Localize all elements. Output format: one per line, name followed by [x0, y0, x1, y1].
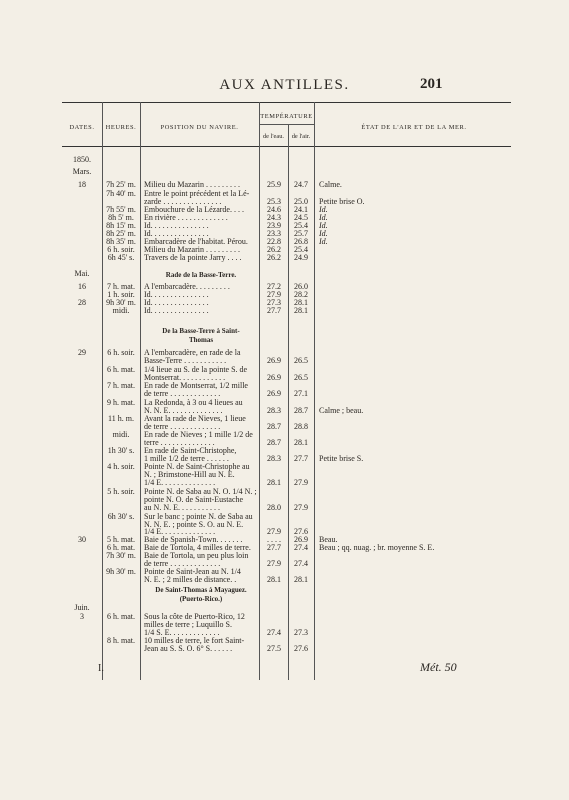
date-cell: Mars.: [72, 167, 92, 176]
air-temp-cell: 27.6: [294, 527, 308, 536]
water-temp-cell: 27.3: [267, 298, 281, 307]
table-row: [0, 331, 569, 339]
table-row: [0, 576, 569, 584]
water-temp-cell: 27.7: [267, 543, 281, 552]
table-row: [0, 230, 569, 238]
table-row: [0, 238, 569, 246]
position-cell: Embouchure de la Lézarde. . . .: [144, 205, 244, 214]
water-temp-cell: 22.8: [267, 237, 281, 246]
position-cell: A l'embarcadère, en rade de la: [144, 348, 241, 357]
table-row: [0, 504, 569, 512]
time-cell: 5 h. soir.: [107, 487, 135, 496]
position-cell: Travers de la pointe Jarry . . . .: [144, 253, 242, 262]
conditions-cell: Id.: [319, 237, 328, 246]
air-temp-cell: 25.7: [294, 229, 308, 238]
signature-mark: I.: [98, 663, 104, 674]
conditions-cell: Calme ; beau.: [319, 406, 364, 415]
water-temp-cell: 26.9: [267, 373, 281, 382]
conditions-cell: Beau ; qq. nuag. ; br. moyenne S. E.: [319, 543, 435, 552]
air-temp-cell: 28.7: [294, 406, 308, 415]
table-row: [0, 198, 569, 206]
table-row: [0, 463, 569, 471]
time-cell: 8h 15' m.: [106, 221, 136, 230]
water-temp-cell: 23.9: [267, 221, 281, 230]
time-cell: 9h 30' m.: [106, 298, 136, 307]
air-temp-cell: 28.1: [294, 575, 308, 584]
position-cell: terre . . . . . . . . . . . . . .: [144, 438, 215, 447]
position-cell: Sous la côte de Puerto-Rico, 12: [144, 612, 245, 621]
col-header-heures: HEURES.: [105, 124, 137, 131]
table-row: [0, 513, 569, 521]
conditions-cell: Calme.: [319, 180, 342, 189]
air-temp-cell: 24.5: [294, 213, 308, 222]
conditions-cell: Beau.: [319, 535, 338, 544]
water-temp-cell: 27.9: [267, 527, 281, 536]
water-temp-cell: 28.1: [267, 478, 281, 487]
water-temp-cell: 26.9: [267, 356, 281, 365]
position-cell: de terre . . . . . . . . . . . . .: [144, 422, 221, 431]
position-cell: 1/4 E. . . . . . . . . . . . . .: [144, 527, 216, 536]
water-temp-cell: 28.3: [267, 406, 281, 415]
table-row: [0, 246, 569, 254]
position-cell: pointe N. O. de Saint-Eustache: [144, 495, 244, 504]
water-temp-cell: 24.6: [267, 205, 281, 214]
position-cell: La Redonda, à 3 ou 4 lieues au: [144, 398, 243, 407]
date-cell: Juin.: [74, 603, 90, 612]
conditions-cell: Id.: [319, 221, 328, 230]
position-cell: Entre le point précédent et la Lé-: [144, 189, 250, 198]
table-row: [0, 399, 569, 407]
date-cell: 18: [78, 180, 86, 189]
position-cell: Id. . . . . . . . . . . . . . .: [144, 229, 209, 238]
air-temp-cell: 24.9: [294, 253, 308, 262]
air-temp-cell: 27.7: [294, 454, 308, 463]
time-cell: 6 h. soir.: [107, 245, 135, 254]
position-cell: Pointe N. de Saba au N. O. 1/4 N. ;: [144, 487, 257, 496]
table-row: [0, 552, 569, 560]
air-temp-cell: 25.4: [294, 221, 308, 230]
air-temp-cell: 25.0: [294, 197, 308, 206]
table-row: [0, 415, 569, 423]
air-temp-cell: 28.8: [294, 422, 308, 431]
section-heading: (Puerto-Rico.): [179, 595, 223, 603]
date-cell: 1850.: [73, 155, 91, 164]
position-cell: milles de terre ; Luquillo S.: [144, 620, 232, 629]
position-cell: Baie de Tortola, 4 milles de terre.: [144, 543, 251, 552]
water-temp-cell: 27.2: [267, 282, 281, 291]
time-cell: 7h 40' m.: [106, 189, 136, 198]
water-temp-cell: 27.5: [267, 644, 281, 653]
table-row: [0, 307, 569, 315]
position-cell: N. N. E. . . . . . . . . . . . . .: [144, 406, 223, 415]
time-cell: 7 h. mat.: [107, 381, 135, 390]
table-row: [0, 374, 569, 382]
air-temp-cell: 28.1: [294, 298, 308, 307]
air-temp-cell: 24.1: [294, 205, 308, 214]
date-cell: 16: [78, 282, 86, 291]
water-temp-cell: . . . .: [267, 535, 281, 544]
time-cell: midi.: [112, 430, 130, 439]
time-cell: 6 h. soir.: [107, 348, 135, 357]
position-cell: Milieu du Mazarin . . . . . . . . .: [144, 245, 240, 254]
time-cell: 4 h. soir.: [107, 462, 135, 471]
air-temp-cell: 24.7: [294, 180, 308, 189]
position-cell: N. E. ; 2 milles de distance. .: [144, 575, 237, 584]
position-cell: En rade de Nieves ; 1 mille 1/2 de: [144, 430, 253, 439]
table-row: [0, 637, 569, 645]
air-temp-cell: 27.1: [294, 389, 308, 398]
position-cell: zarde . . . . . . . . . . . . . . .: [144, 197, 222, 206]
water-temp-cell: 27.4: [267, 628, 281, 637]
air-temp-cell: 26.8: [294, 237, 308, 246]
time-cell: 11 h. m.: [108, 414, 134, 423]
table-row: [0, 382, 569, 390]
position-cell: 10 milles de terre, le fort Saint-: [144, 636, 245, 645]
table-row: [0, 423, 569, 431]
water-temp-cell: 25.9: [267, 180, 281, 189]
position-cell: Jean au S. S. O. 6° S. . . . . .: [144, 644, 233, 653]
section-heading: De la Basse-Terre à Saint-: [162, 327, 240, 335]
table-row: [0, 283, 569, 291]
time-cell: 7h 25' m.: [106, 180, 136, 189]
table-row: [0, 168, 569, 176]
position-cell: de terre . . . . . . . . . . . . .: [144, 559, 221, 568]
position-cell: Sur le banc ; pointe N. de Saba au: [144, 512, 253, 521]
position-cell: Pointe N. de Saint-Christophe au: [144, 462, 250, 471]
table-row: [0, 613, 569, 621]
header-bottom-rule: [62, 146, 511, 147]
table-row: [0, 439, 569, 447]
time-cell: 8h 35' m.: [106, 237, 136, 246]
time-cell: 8h 25' m.: [106, 229, 136, 238]
col-header-temperature: TEMPÉRATURE: [260, 113, 313, 120]
position-cell: Baie de Spanish-Town. . . . . . .: [144, 535, 243, 544]
time-cell: 6 h. mat.: [107, 612, 135, 621]
table-row: [0, 496, 569, 504]
air-temp-cell: 26.0: [294, 282, 308, 291]
table-row: [0, 349, 569, 357]
col-header-eau: de l'eau.: [262, 133, 285, 140]
water-temp-cell: 26.2: [267, 245, 281, 254]
section-heading: Rade de la Basse-Terre.: [165, 271, 237, 279]
page-number: 201: [420, 76, 443, 92]
water-temp-cell: 28.7: [267, 438, 281, 447]
water-temp-cell: 26.2: [267, 253, 281, 262]
position-cell: Embarcadère de l'habitat. Pérou.: [144, 237, 248, 246]
table-row: [0, 544, 569, 552]
table-row: [0, 536, 569, 544]
time-cell: 6h 30' s.: [107, 512, 135, 521]
time-cell: 6 h. mat.: [107, 543, 135, 552]
time-cell: 8h 5' m.: [108, 213, 134, 222]
table-row: [0, 315, 569, 323]
table-row: [0, 156, 569, 164]
air-temp-cell: 26.9: [294, 535, 308, 544]
table-row: [0, 568, 569, 576]
position-cell: Avant la rade de Nieves, 1 lieue: [144, 414, 246, 423]
conditions-cell: Petite brise O.: [319, 197, 365, 206]
col-header-etat: ÉTAT DE L'AIR ET DE LA MER.: [361, 124, 467, 131]
date-cell: Mai.: [74, 269, 90, 278]
position-cell: Id. . . . . . . . . . . . . . .: [144, 221, 209, 230]
table-row: [0, 560, 569, 568]
position-cell: Montserrat. . . . . . . . . . . .: [144, 373, 226, 382]
date-cell: 3: [80, 612, 84, 621]
conditions-cell: Id.: [319, 229, 328, 238]
table-row: [0, 604, 569, 612]
water-temp-cell: 25.3: [267, 197, 281, 206]
time-cell: 6 h. mat.: [107, 365, 135, 374]
time-cell: 7 h. mat.: [107, 282, 135, 291]
top-rule: [62, 102, 511, 103]
air-temp-cell: 27.9: [294, 503, 308, 512]
water-temp-cell: 28.0: [267, 503, 281, 512]
time-cell: midi.: [112, 306, 130, 315]
table-row: [0, 390, 569, 398]
time-cell: 1h 30' s.: [107, 446, 135, 455]
position-cell: Pointe de Saint-Jean au N. 1/4: [144, 567, 241, 576]
table-row: [0, 366, 569, 374]
water-temp-cell: 28.1: [267, 575, 281, 584]
air-temp-cell: 25.4: [294, 245, 308, 254]
position-cell: Milieu du Mazarin . . . . . . . . .: [144, 180, 240, 189]
running-title: AUX ANTILLES.: [219, 77, 350, 93]
time-cell: 9h 30' m.: [106, 567, 136, 576]
col-header-dates: DATES.: [69, 124, 95, 131]
table-row: [0, 299, 569, 307]
table-row: [0, 488, 569, 496]
water-temp-cell: 24.3: [267, 213, 281, 222]
water-temp-cell: 27.7: [267, 306, 281, 315]
table-row: [0, 479, 569, 487]
table-row: [0, 455, 569, 463]
table-row: [0, 471, 569, 479]
air-temp-cell: 28.2: [294, 290, 308, 299]
air-temp-cell: 27.4: [294, 559, 308, 568]
time-cell: 7h 30' m.: [106, 551, 136, 560]
air-temp-cell: 27.4: [294, 543, 308, 552]
air-temp-cell: 27.6: [294, 644, 308, 653]
position-cell: A l'embarcadère. . . . . . . . .: [144, 282, 230, 291]
section-heading: De Saint-Thomas à Mayaguez.: [155, 586, 247, 594]
air-temp-cell: 27.9: [294, 478, 308, 487]
position-cell: Basse-Terre . . . . . . . . . . .: [144, 356, 227, 365]
date-cell: 29: [78, 348, 86, 357]
conditions-cell: Id.: [319, 213, 328, 222]
table-row: [0, 206, 569, 214]
position-cell: En rivière . . . . . . . . . . . . .: [144, 213, 228, 222]
position-cell: N. N. E. ; pointe S. O. au N. E.: [144, 520, 244, 529]
table-row: [0, 214, 569, 222]
time-cell: 6h 45' s.: [107, 253, 135, 262]
position-cell: 1/4 E. . . . . . . . . . . . . .: [144, 478, 216, 487]
air-temp-cell: 27.3: [294, 628, 308, 637]
position-cell: Id. . . . . . . . . . . . . . .: [144, 298, 209, 307]
time-cell: 9 h. mat.: [107, 398, 135, 407]
position-cell: 1 mille 1/2 de terre . . . . . .: [144, 454, 229, 463]
position-cell: de terre . . . . . . . . . . . . .: [144, 389, 221, 398]
table-row: [0, 270, 569, 278]
table-row: [0, 181, 569, 189]
table-row: [0, 592, 569, 600]
water-temp-cell: 27.9: [267, 559, 281, 568]
table-row: [0, 222, 569, 230]
table-row: [0, 357, 569, 365]
conditions-cell: Petite brise S.: [319, 454, 364, 463]
air-temp-cell: 26.5: [294, 356, 308, 365]
table-row: [0, 629, 569, 637]
date-cell: 28: [78, 298, 86, 307]
position-cell: 1/4 S. E. . . . . . . . . . . . .: [144, 628, 220, 637]
position-cell: 1/4 lieue au S. de la pointe S. de: [144, 365, 248, 374]
air-temp-cell: 28.1: [294, 306, 308, 315]
time-cell: 5 h. mat.: [107, 535, 135, 544]
position-cell: Id. . . . . . . . . . . . . . .: [144, 306, 209, 315]
air-temp-cell: 28.1: [294, 438, 308, 447]
time-cell: 7h 55' m.: [106, 205, 136, 214]
table-row: [0, 621, 569, 629]
time-cell: 8 h. mat.: [107, 636, 135, 645]
air-temp-cell: 26.5: [294, 373, 308, 382]
position-cell: Id. . . . . . . . . . . . . . .: [144, 290, 209, 299]
col-header-position: POSITION DU NAVIRE.: [160, 124, 239, 131]
table-row: [0, 431, 569, 439]
water-temp-cell: 27.9: [267, 290, 281, 299]
table-row: [0, 645, 569, 653]
position-cell: au N. N. E. . . . . . . . . . .: [144, 503, 220, 512]
time-cell: 1 h. soir.: [107, 290, 135, 299]
water-temp-cell: 28.3: [267, 454, 281, 463]
section-heading: Thomas: [188, 336, 214, 344]
table-row: [0, 190, 569, 198]
table-row: [0, 254, 569, 262]
position-cell: N. ; Brimstone-Hill au N. E.: [144, 470, 235, 479]
table-row: [0, 447, 569, 455]
date-cell: 30: [78, 535, 86, 544]
position-cell: Baie de Tortola, un peu plus loin: [144, 551, 249, 560]
water-temp-cell: 28.7: [267, 422, 281, 431]
water-temp-cell: 23.3: [267, 229, 281, 238]
sheet-mark: Mét. 50: [420, 660, 457, 674]
water-temp-cell: 26.9: [267, 389, 281, 398]
table-row: [0, 323, 569, 331]
temp-sub-rule: [259, 124, 314, 125]
col-header-air: de l'air.: [291, 133, 311, 140]
position-cell: En rade de Saint-Christophe,: [144, 446, 237, 455]
table-row: [0, 407, 569, 415]
table-row: [0, 584, 569, 592]
position-cell: En rade de Montserrat, 1/2 mille: [144, 381, 248, 390]
conditions-cell: Id.: [319, 205, 328, 214]
